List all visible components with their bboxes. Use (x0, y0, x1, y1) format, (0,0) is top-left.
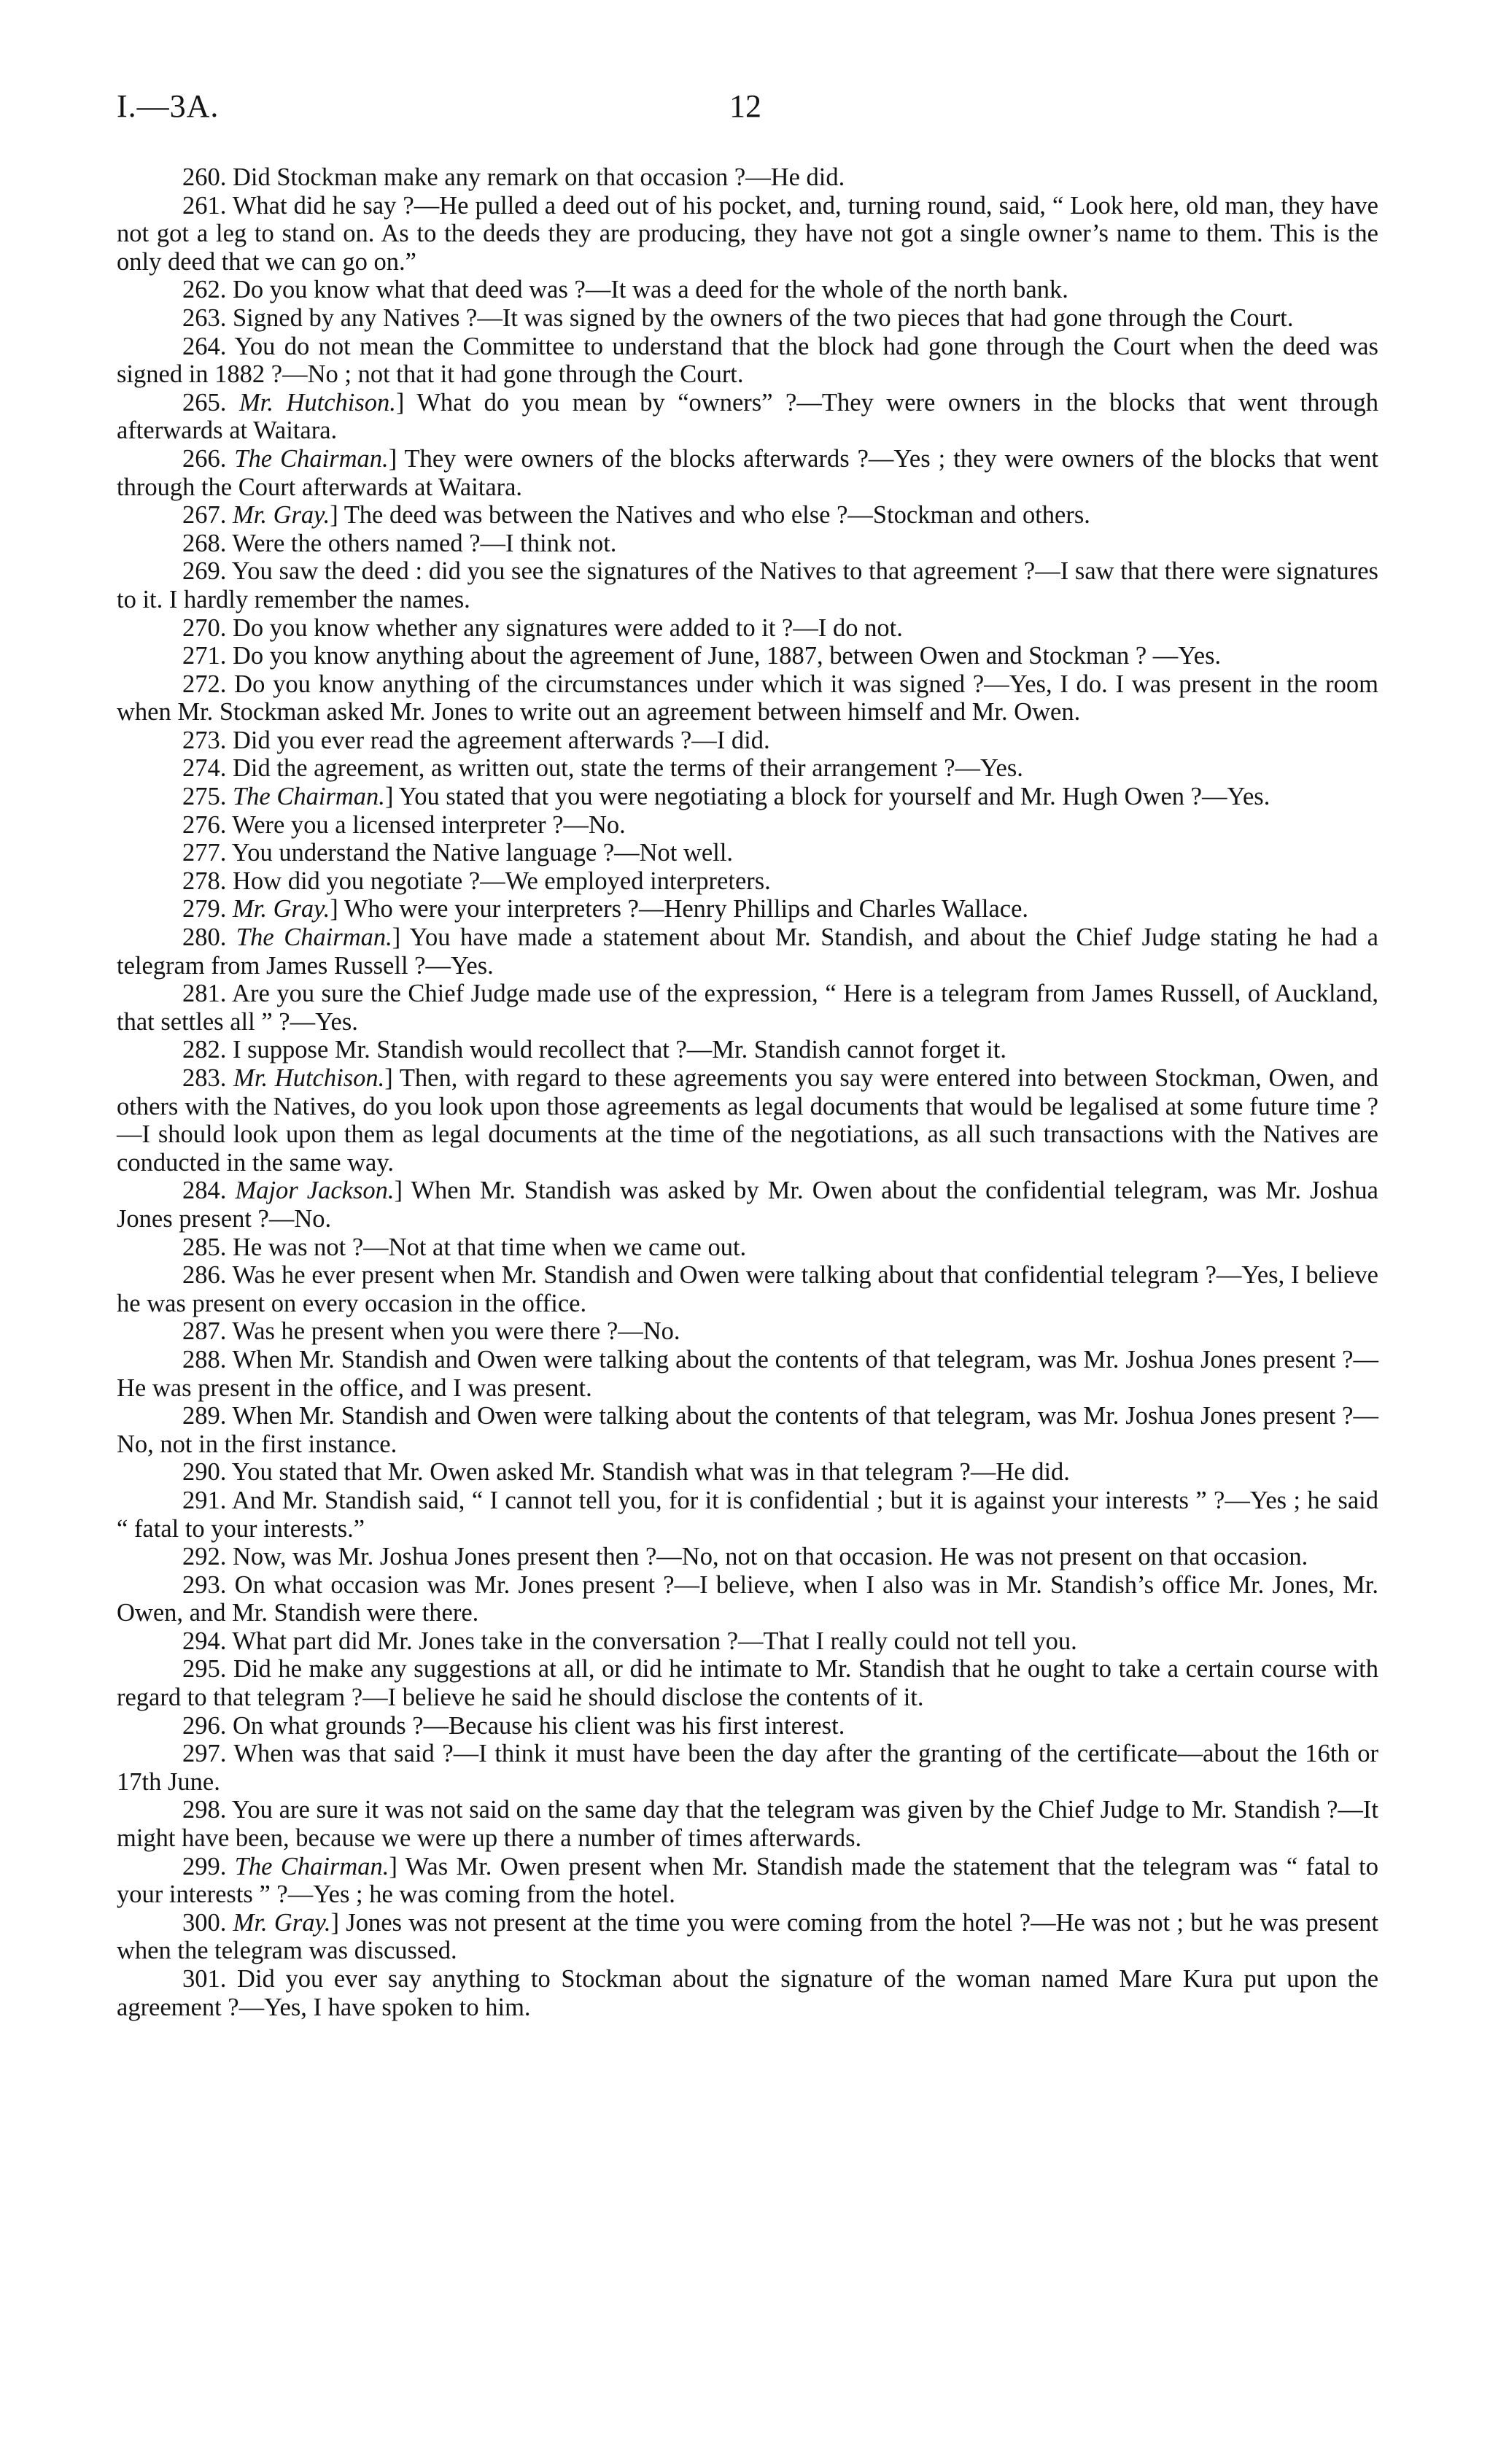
question-answer-text: ] Then, with regard to these agreements you say were entered into between Stockman, Owen, and others with the Natives, do you look upon those agreements as legal documents that would be legalised at some future time ?—I should look upon them as legal documents at the time of the negotiations, as all such transactions with the Natives are conducted in the same way. (117, 1064, 1379, 1177)
question-number: 282. (182, 1036, 227, 1064)
question-paragraph (117, 895, 1378, 923)
question-paragraph (117, 1458, 1378, 1487)
question-paragraph (117, 642, 1378, 670)
question-number: 264. (182, 332, 227, 360)
question-paragraph (117, 1543, 1378, 1571)
question-number: 295. (182, 1655, 227, 1684)
question-paragraph (117, 1965, 1378, 2021)
question-paragraph (117, 530, 1378, 558)
question-paragraph (117, 980, 1378, 1036)
question-number: 276. (182, 810, 227, 839)
question-number: 268. (182, 529, 227, 557)
speaker-name: Major Jackson. (235, 1177, 395, 1205)
question-number: 294. (182, 1627, 227, 1655)
question-number: 267. (182, 501, 227, 530)
question-answer-text: ] When Mr. Standish was asked by Mr. Owen about the confidential telegram, was Mr. Joshua Jones present ?—No. (117, 1177, 1378, 1233)
question-paragraph (117, 192, 1378, 276)
question-answer-text: He was not ?—Not at that time when we came out. (233, 1233, 747, 1261)
question-paragraph (117, 754, 1378, 783)
question-number: 293. (182, 1570, 227, 1599)
question-paragraph (117, 501, 1378, 530)
question-number: 299. (182, 1852, 227, 1880)
question-number: 284. (182, 1177, 227, 1205)
question-answer-text: Do you know anything of the circumstances under which it was signed ?—Yes, I do. I was present in the room when Mr. Stockman asked Mr. Jones to write out an agreement between himself and Mr. Owen. (117, 670, 1379, 727)
question-answer-text: Was he present when you were there ?—No. (232, 1317, 680, 1346)
question-paragraph (117, 811, 1378, 840)
question-answer-text: What part did Mr. Jones take in the conversation ?—That I really could not tell you. (232, 1627, 1077, 1655)
question-answer-text: You saw the deed : did you see the signatures of the Natives to that agreement ?—I saw that there were signatures to it. I hardly remember the names. (117, 557, 1378, 613)
question-number: 291. (182, 1486, 227, 1514)
question-paragraph (117, 1740, 1378, 1796)
speaker-name: Mr. Gray. (233, 501, 330, 530)
question-answer-text: When Mr. Standish and Owen were talking about the contents of that telegram, was Mr. Joshua Jones present ?—He was present in the office, and I was present. (117, 1345, 1378, 1402)
question-answer-text: You are sure it was not said on the same day that the telegram was given by the Chief Judge to Mr. Standish ?—It might have been, because we were up there a number of times afterwards. (117, 1796, 1378, 1853)
question-paragraph (117, 389, 1378, 445)
question-paragraph (117, 1909, 1378, 1965)
question-answer-text: Did he make any suggestions at all, or did he intimate to Mr. Standish that he ought to take a certain course with regard to that telegram ?—I believe he said he should disclose the contents of it. (117, 1655, 1379, 1712)
question-answer-text: ] You have made a statement about Mr. Standish, and about the Chief Judge stating he had a telegram from James Russell ?—Yes. (117, 923, 1378, 980)
question-paragraph (117, 1261, 1378, 1317)
question-number: 261. (182, 191, 227, 220)
question-number: 260. (182, 163, 227, 191)
question-answer-text: Are you sure the Chief Judge made use of the expression, “ Here is a telegram from James Russell, of Auckland, that settles all ” ?—Yes. (117, 980, 1378, 1036)
question-paragraph (117, 1346, 1378, 1402)
speaker-name: Mr. Gray. (233, 1908, 331, 1937)
question-number: 297. (182, 1740, 227, 1768)
question-number: 292. (182, 1543, 227, 1571)
question-answer-text: Did the agreement, as written out, state the terms of their arrangement ?—Yes. (233, 754, 1023, 783)
question-number: 300. (182, 1908, 227, 1937)
question-paragraph (117, 1655, 1378, 1711)
question-number: 285. (182, 1233, 227, 1261)
question-answer-text: ] The deed was between the Natives and who else ?—Stockman and others. (330, 501, 1090, 530)
question-number: 262. (182, 276, 227, 304)
speaker-name: The Chairman. (234, 1852, 389, 1880)
question-answer-text: ] They were owners of the blocks afterwards ?—Yes ; they were owners of the blocks that went through the Court afterwards at Waitara. (117, 444, 1379, 501)
page-number: 12 (729, 88, 761, 124)
question-paragraph (117, 1233, 1378, 1262)
question-answer-text: Did you ever say anything to Stockman about the signature of the woman named Mare Kura put upon the agreement ?—Yes, I have spoken to him. (117, 1965, 1379, 2021)
question-answer-text: Signed by any Natives ?—It was signed by the owners of the two pieces that had gone through the Court. (233, 303, 1294, 332)
question-number: 269. (182, 557, 227, 586)
question-number: 270. (182, 613, 227, 642)
question-number: 275. (182, 783, 227, 811)
question-number: 272. (182, 670, 227, 698)
question-answer-text: Now, was Mr. Joshua Jones present then ?—No, not on that occasion. He was not present on that occasion. (233, 1543, 1308, 1571)
question-answer-text: When Mr. Standish and Owen were talking about the contents of that telegram, was Mr. Joshua Jones present ?—No, not in the first instance. (117, 1402, 1378, 1458)
question-number: 296. (182, 1711, 227, 1740)
question-number: 301. (182, 1965, 227, 1993)
question-answer-text: ] You stated that you were negotiating a block for yourself and Mr. Hugh Owen ?—Yes. (384, 783, 1270, 811)
question-paragraph (117, 1712, 1378, 1740)
question-paragraph (117, 614, 1378, 643)
question-answer-text: You do not mean the Committee to understand that the block had gone through the Court when the deed was signed in 1882 ?—No ; not that it had gone through the Court. (117, 332, 1378, 389)
question-number: 290. (182, 1458, 227, 1487)
question-number: 288. (182, 1345, 227, 1374)
speaker-name: Mr. Gray. (233, 895, 330, 923)
question-paragraph (117, 670, 1378, 727)
question-answer-text: ] What do you mean by “owners” ?—They were owners in the blocks that went through afterwards at Waitara. (117, 388, 1379, 445)
question-paragraph (117, 557, 1378, 613)
question-paragraph (117, 783, 1378, 811)
question-number: 279. (182, 895, 227, 923)
question-answer-text: What did he say ?—He pulled a deed out of his pocket, and, turning round, said, “ Look here, old man, they have not got a leg to stand on. As to the deeds they are producing, they have not got a single owner’s name to them. This is the only deed that we can go on.” (117, 191, 1378, 276)
question-number: 287. (182, 1317, 227, 1346)
question-number: 289. (182, 1402, 227, 1430)
question-paragraph (117, 304, 1378, 333)
speaker-name: The Chairman. (233, 783, 385, 811)
question-answer-text: You understand the Native language ?—Not well. (231, 839, 734, 867)
question-answer-text: You stated that Mr. Owen asked Mr. Standish what was in that telegram ?—He did. (231, 1458, 1070, 1487)
question-paragraph (117, 276, 1378, 304)
question-paragraph (117, 445, 1378, 501)
question-answer-text: Do you know what that deed was ?—It was a deed for the whole of the north bank. (233, 276, 1068, 304)
question-paragraph (117, 1036, 1378, 1064)
question-number: 281. (182, 980, 227, 1008)
question-number: 273. (182, 726, 227, 754)
question-paragraph (117, 1177, 1378, 1233)
question-answer-text: Was he ever present when Mr. Standish and Owen were talking about that confidential telegram ?—Yes, I believe he was present on every occasion in the office. (117, 1261, 1378, 1317)
question-paragraph (117, 163, 1378, 192)
speaker-name: The Chairman. (236, 923, 392, 952)
question-number: 277. (182, 839, 227, 867)
question-answer-text: ] Was Mr. Owen present when Mr. Standish made the statement that the telegram was “ fatal to your interests ” ?—Yes ; he was coming from the hotel. (117, 1852, 1378, 1909)
question-paragraph (117, 1796, 1378, 1852)
question-number: 280. (182, 923, 227, 952)
question-paragraph (117, 1402, 1378, 1458)
speaker-name: Mr. Hutchison. (233, 1064, 385, 1092)
question-answer-text: On what occasion was Mr. Jones present ?—I believe, when I also was in Mr. Standish’s office Mr. Jones, Mr. Owen, and Mr. Standish were there. (117, 1570, 1378, 1627)
question-answer-text: Did Stockman make any remark on that occasion ?—He did. (233, 163, 845, 191)
question-number: 283. (182, 1064, 227, 1092)
question-answer-text: I suppose Mr. Standish would recollect that ?—Mr. Standish cannot forget it. (233, 1036, 1007, 1064)
question-paragraph (117, 1571, 1378, 1627)
question-paragraph (117, 727, 1378, 755)
question-paragraph (117, 867, 1378, 896)
document-id: I.—3A. (117, 88, 220, 124)
question-number: 263. (182, 303, 227, 332)
question-paragraph (117, 1853, 1378, 1909)
page-header (117, 88, 1378, 131)
question-number: 286. (182, 1261, 227, 1290)
question-paragraph (117, 839, 1378, 867)
speaker-name: Mr. Hutchison. (238, 388, 396, 417)
evidence-transcript (117, 163, 1378, 2021)
question-answer-text: How did you negotiate ?—We employed interpreters. (233, 867, 771, 895)
question-number: 274. (182, 754, 227, 783)
question-paragraph (117, 923, 1378, 980)
question-answer-text: Were you a licensed interpreter ?—No. (232, 810, 626, 839)
question-paragraph (117, 1064, 1378, 1177)
question-paragraph (117, 333, 1378, 389)
question-number: 278. (182, 867, 227, 895)
question-number: 266. (182, 444, 227, 473)
question-answer-text: On what grounds ?—Because his client was his first interest. (233, 1711, 845, 1740)
question-answer-text: Did you ever read the agreement afterwards ?—I did. (233, 726, 770, 754)
question-answer-text: ] Jones was not present at the time you were coming from the hotel ?—He was not ; but he was present when the telegram was discussed. (117, 1908, 1378, 1965)
question-answer-text: Do you know anything about the agreement of June, 1887, between Owen and Stockman ? —Yes. (233, 642, 1222, 670)
question-answer-text: When was that said ?—I think it must have been the day after the granting of the certificate—about the 16th or 17th June. (117, 1740, 1379, 1796)
question-answer-text: Were the others named ?—I think not. (232, 529, 617, 557)
question-paragraph (117, 1317, 1378, 1346)
question-answer-text: And Mr. Standish said, “ I cannot tell you, for it is confidential ; but it is against your interests ” ?—Yes ; he said “ fatal to your interests.” (117, 1486, 1378, 1543)
question-number: 265. (182, 388, 227, 417)
question-number: 298. (182, 1796, 227, 1824)
question-answer-text: Do you know whether any signatures were added to it ?—I do not. (233, 613, 903, 642)
speaker-name: The Chairman. (234, 444, 389, 473)
question-number: 271. (182, 642, 227, 670)
question-answer-text: ] Who were your interpreters ?—Henry Phillips and Charles Wallace. (330, 895, 1029, 923)
question-paragraph (117, 1487, 1378, 1543)
question-paragraph (117, 1627, 1378, 1656)
